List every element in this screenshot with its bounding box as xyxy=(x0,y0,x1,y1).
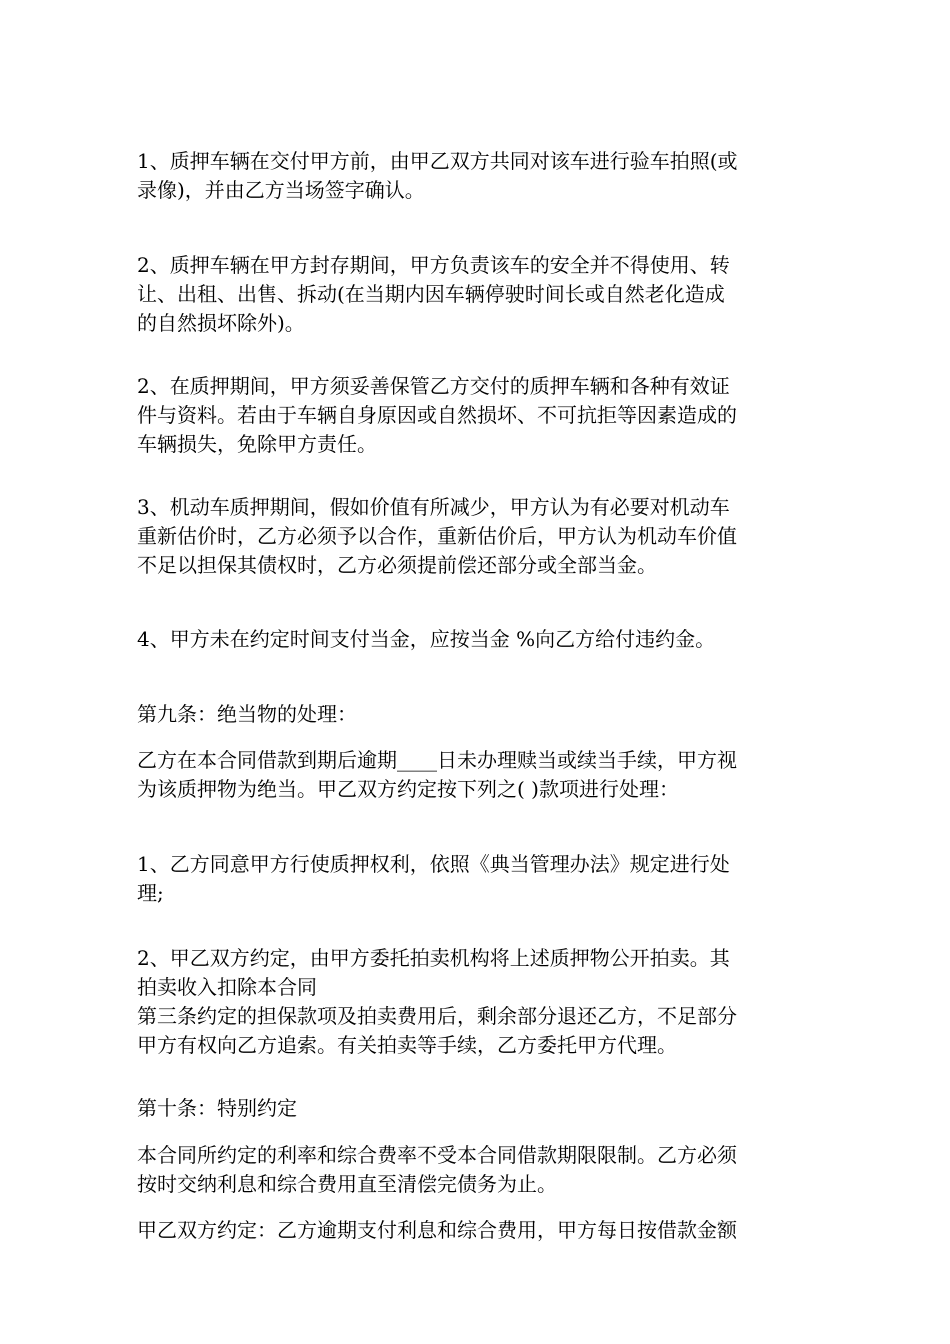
text-line: 3、机动车质押期间，假如价值有所减少，甲方认为有必要对机动车 xyxy=(137,495,730,519)
text-line: 不足以担保其债权时，乙方必须提前偿还部分或全部当金。 xyxy=(137,553,657,577)
text-line: 车辆损失，免除甲方责任。 xyxy=(137,432,377,456)
paragraph-forfeiture xyxy=(137,746,817,804)
text-line: 件与资料。若由于车辆自身原因或自然损坏、不可抗拒等因素造成的 xyxy=(137,403,737,427)
text-line: 第九条：绝当物的处理： xyxy=(137,702,357,726)
text-line: 重新估价时，乙方必须予以合作，重新估价后，甲方认为机动车价值 xyxy=(137,524,737,548)
paragraph-option-1 xyxy=(137,850,817,908)
text-line: 1、质押车辆在交付甲方前，由甲乙双方共同对该车进行验车拍照(或 xyxy=(137,149,738,173)
heading-article-9 xyxy=(137,700,817,729)
paragraph-option-2 xyxy=(137,944,817,1060)
text-line: 为该质押物为绝当。甲乙双方约定按下列之( )款项进行处理： xyxy=(137,777,679,801)
text-line: 甲乙双方约定：乙方逾期支付利息和综合费用，甲方每日按借款金额 xyxy=(137,1218,737,1242)
paragraph-sealed-storage xyxy=(137,251,817,338)
text-line: 的自然损坏除外)。 xyxy=(137,311,305,335)
text-line: 2、在质押期间，甲方须妥善保管乙方交付的质押车辆和各种有效证 xyxy=(137,374,730,398)
text-line: 2、质押车辆在甲方封存期间，甲方负责该车的安全并不得使用、转 xyxy=(137,253,730,277)
text-line: 本合同所约定的利率和综合费率不受本合同借款期限限制。乙方必须 xyxy=(137,1143,737,1167)
paragraph-custody xyxy=(137,372,817,459)
text-line: 1、乙方同意甲方行使质押权利，依照《典当管理办法》规定进行处 xyxy=(137,852,730,876)
paragraph-overdue-terms xyxy=(137,1216,817,1245)
text-line: 录像)，并由乙方当场签字确认。 xyxy=(137,178,425,202)
text-line: 理; xyxy=(137,881,164,905)
text-line: 让、出租、出售、拆动(在当期内因车辆停驶时间长或自然老化造成 xyxy=(137,282,725,306)
text-line: 4、甲方未在约定时间支付当金，应按当金 %向乙方给付违约金。 xyxy=(137,627,716,651)
text-line: 拍卖收入扣除本合同 xyxy=(137,975,317,999)
text-line: 按时交纳利息和综合费用直至清偿完债务为止。 xyxy=(137,1172,557,1196)
text-line: 2、甲乙双方约定，由甲方委托拍卖机构将上述质押物公开拍卖。其 xyxy=(137,946,730,970)
text-line: 第三条约定的担保款项及拍卖费用后，剩余部分退还乙方，不足部分 xyxy=(137,1004,737,1028)
paragraph-penalty xyxy=(137,625,817,654)
paragraph-rate-terms xyxy=(137,1141,817,1199)
heading-article-10 xyxy=(137,1094,817,1123)
paragraph-inspection xyxy=(137,147,817,205)
text-line: 乙方在本合同借款到期后逾期____日未办理赎当或续当手续，甲方视 xyxy=(137,748,737,772)
paragraph-revaluation xyxy=(137,493,817,580)
text-line: 甲方有权向乙方追索。有关拍卖等手续，乙方委托甲方代理。 xyxy=(137,1033,677,1057)
text-line: 第十条：特别约定 xyxy=(137,1096,297,1120)
